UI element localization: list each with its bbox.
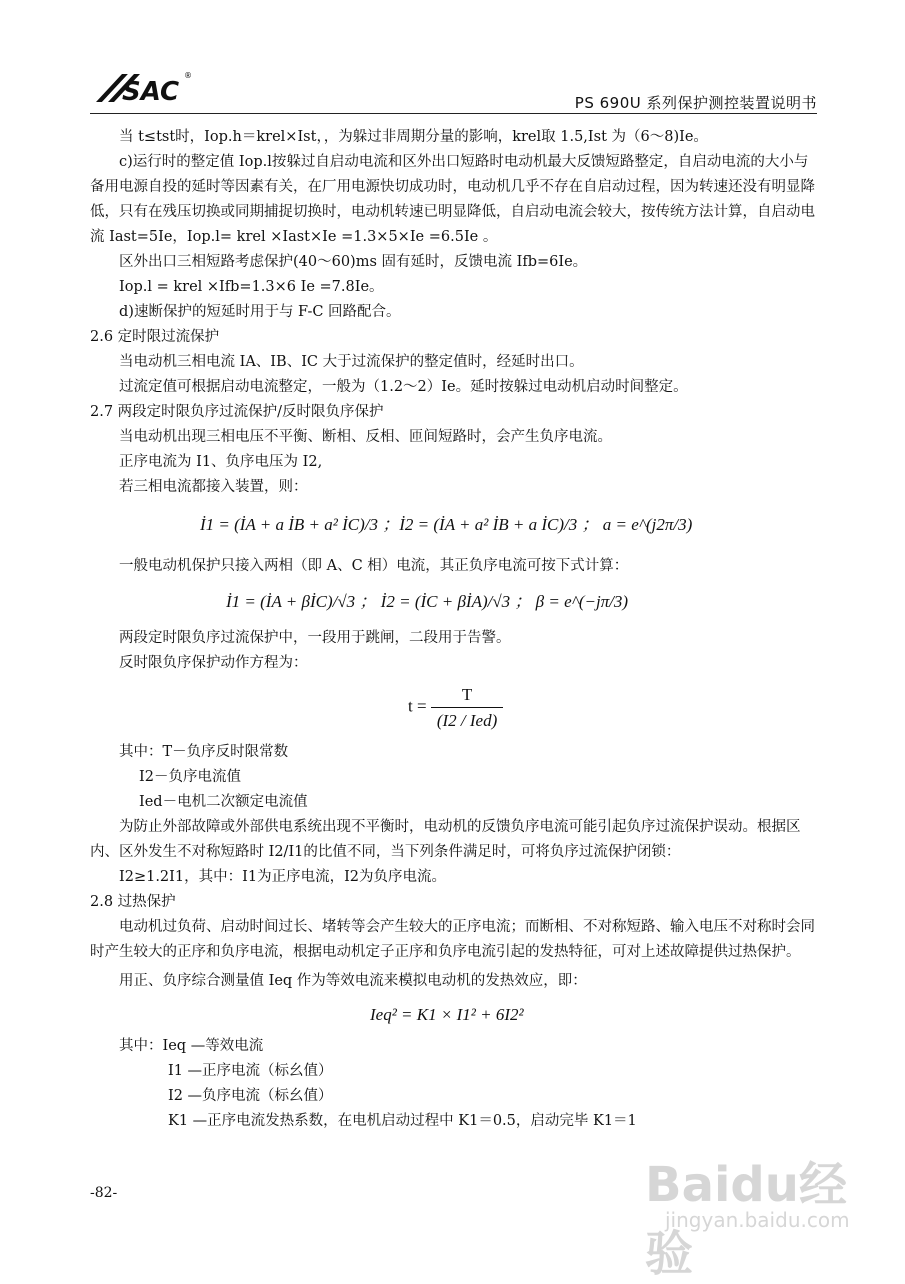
page-number: -82- xyxy=(90,1185,118,1201)
formula-equivalent-current: Ieq² = K1 × I1² + 6I2² xyxy=(370,1005,524,1024)
para-l3: 区外出口三相短路考虑保护(40～60)ms 固有延时，反馈电流 Ifb=6Ie。 xyxy=(119,254,588,270)
para-l16: Ied－电机二次额定电流值 xyxy=(139,794,308,810)
para-l15: I2－负序电流值 xyxy=(139,769,241,785)
para-l6: 当电动机三相电流 IA、IB、IC 大于过流保护的整定值时，经延时出口。 xyxy=(119,354,584,370)
document-title: PS 690U 系列保护测控装置说明书 xyxy=(574,94,817,112)
logo-text: SAC xyxy=(122,77,180,107)
watermark-url: jingyan.baidu.com xyxy=(665,1208,850,1232)
formula-inverse-time xyxy=(90,676,820,740)
para-l13: 反时限负序保护动作方程为： xyxy=(119,655,308,671)
page-body xyxy=(90,125,820,1134)
formula-numerator: T xyxy=(431,682,503,708)
para-l23: I2 —负序电流（标幺值） xyxy=(168,1088,333,1104)
para-l18: I2≥1.2I1，其中：I1为正序电流，I2为负序电流。 xyxy=(119,869,447,885)
formula-sequence-3phase: İ1 = (İA + a İB + a² İC)/3 ；İ2 = (İA + a² İB + a İC)/3 ； a = e^(j2π/3) xyxy=(200,515,693,534)
para-l17: 为防止外部故障或外部供电系统出现不平衡时，电动机的反馈负序电流可能引起负序过流保护误动。根据区内、区外发生不对称短路时 I2/I1的比值不同，当下列条件满足时，可将负序过流保护闭锁： xyxy=(90,819,801,860)
para-l22: I1 —正序电流（标幺值） xyxy=(168,1063,333,1079)
formula-t-lhs: t = xyxy=(408,696,427,716)
para-l7: 过流定值可根据启动电流整定，一般为（1.2～2）Ie。延时按躲过电动机启动时间整定。 xyxy=(119,379,688,395)
formula-denominator: (I2 / Ied) xyxy=(436,711,498,730)
section-2-6-heading: 2.6 定时限过流保护 xyxy=(90,329,220,345)
para-l1: 当 t≤tst时，Iop.h＝krel×Ist，，为躲过非周期分量的影响，krel取 1.5,Ist 为（6～8)Ie。 xyxy=(119,129,708,145)
para-l4: Iop.l = krel ×Ifb=1.3×6 Ie =7.8Ie。 xyxy=(119,279,384,295)
header-rule xyxy=(90,113,817,114)
sac-logo xyxy=(92,62,192,112)
para-l21: 其中：Ieq —等效电流 xyxy=(119,1038,264,1054)
para-l20: 用正、负序综合测量值 Ieq 作为等效电流来模拟电动机的发热效应，即： xyxy=(119,973,587,989)
para-l24: K1 —正序电流发热系数，在电机启动过程中 K1＝0.5，启动完毕 K1＝1 xyxy=(168,1113,637,1129)
para-l19: 电动机过负荷、启动时间过长、堵转等会产生较大的正序电流；而断相、不对称短路、输入电压不对称时会同时产生较大的正序和负序电流，根据电动机定子正序和负序电流引起的发热特征，可对上述故障提供过热保护。 xyxy=(90,919,815,960)
registered-mark: ® xyxy=(184,71,192,80)
section-2-8-heading: 2.8 过热保护 xyxy=(90,894,176,910)
baidu-watermark xyxy=(645,1138,885,1282)
para-l5: d)速断保护的短延时用于与 F-C 回路配合。 xyxy=(119,304,401,320)
para-l11: 一般电动机保护只接入两相（即 A、C 相）电流，其正负序电流可按下式计算： xyxy=(119,558,629,574)
para-l10: 若三相电流都接入装置，则： xyxy=(119,479,308,495)
para-l9: 正序电流为 I1、负序电压为 I2, xyxy=(119,454,323,470)
watermark-brand: Baidu经验 xyxy=(645,1157,847,1282)
para-l8: 当电动机出现三相电压不平衡、断相、反相、匝间短路时，会产生负序电流。 xyxy=(119,429,612,445)
formula-fraction xyxy=(431,682,503,733)
formula-sequence-2phase: İ1 = (İA + βİC)/√3 ； İ2 = (İC + βİA)/√3 ； β = e^(−jπ/3) xyxy=(226,592,629,611)
section-2-7-heading: 2.7 两段定时限负序过流保护/反时限负序保护 xyxy=(90,404,384,420)
para-l12: 两段定时限负序过流保护中，一段用于跳闸，二段用于告警。 xyxy=(119,630,511,646)
para-l2: c)运行时的整定值 Iop.l按躲过自启动电流和区外出口短路时电动机最大反馈短路整定，自启动电流的大小与备用电源自投的延时等因素有关，在厂用电源快切成功时，电动机几乎不存在自启动过程，因为转速还没有明显降低，只有在残压切换或同期捕捉切换时，电动机转速已明显降低，自启动电流会较大，按传统方法计算，自启动电流 Iast=5Ie，Iop.l= krel ×Iast×Ie =1.3×5×Ie =6.5Ie 。 xyxy=(90,154,815,245)
para-l14: 其中：T－负序反时限常数 xyxy=(119,744,289,760)
